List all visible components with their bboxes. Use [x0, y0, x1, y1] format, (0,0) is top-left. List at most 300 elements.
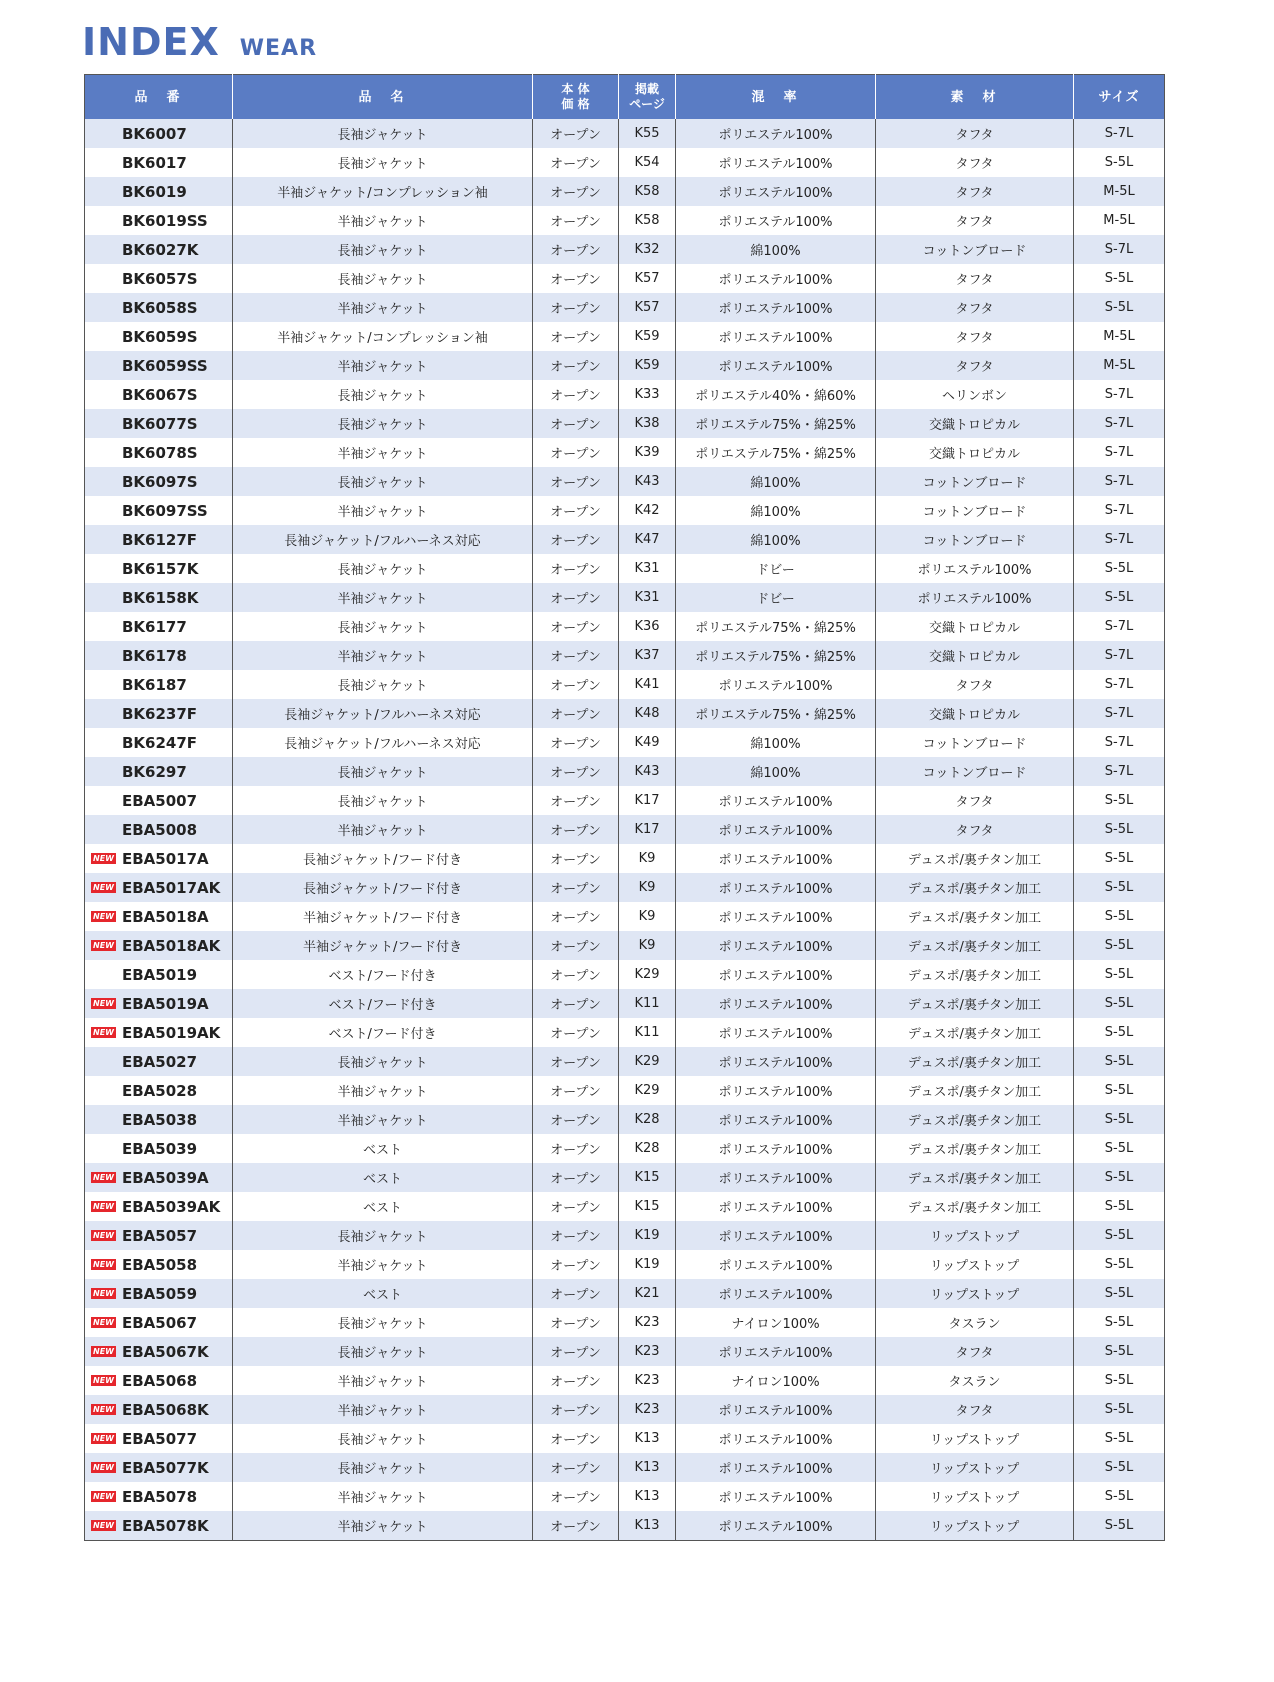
table-row	[85, 1192, 1165, 1221]
cell-price: オープン	[533, 728, 619, 757]
cell-blend: ポリエステル100%	[676, 1250, 876, 1279]
cell-page: K13	[619, 1511, 676, 1541]
table-row	[85, 786, 1165, 815]
cell-material: タフタ	[876, 206, 1074, 235]
index-table	[84, 74, 1165, 1541]
cell-page: K42	[619, 496, 676, 525]
cell-size: S-5L	[1074, 1192, 1165, 1221]
cell-price: オープン	[533, 1163, 619, 1192]
cell-code	[85, 960, 233, 989]
cell-size: S-5L	[1074, 873, 1165, 902]
cell-price: オープン	[533, 554, 619, 583]
cell-code	[85, 1279, 233, 1308]
cell-size: S-7L	[1074, 235, 1165, 264]
cell-blend: ポリエステル100%	[676, 1337, 876, 1366]
cell-blend: 綿100%	[676, 496, 876, 525]
cell-size: S-7L	[1074, 496, 1165, 525]
cell-code	[85, 902, 233, 931]
cell-price: オープン	[533, 670, 619, 699]
table-row	[85, 1482, 1165, 1511]
cell-material: デュスポ/裏チタン加工	[876, 902, 1074, 931]
cell-material: デュスポ/裏チタン加工	[876, 873, 1074, 902]
cell-code	[85, 1105, 233, 1134]
cell-material: リップストップ	[876, 1511, 1074, 1541]
cell-material: デュスポ/裏チタン加工	[876, 1047, 1074, 1076]
cell-material: リップストップ	[876, 1250, 1074, 1279]
new-badge: NEW	[93, 1492, 114, 1501]
table-row	[85, 467, 1165, 496]
cell-page: K29	[619, 1047, 676, 1076]
cell-code	[85, 1453, 233, 1482]
cell-blend: ポリエステル100%	[676, 1482, 876, 1511]
cell-size: S-7L	[1074, 641, 1165, 670]
cell-size: S-5L	[1074, 293, 1165, 322]
cell-size: M-5L	[1074, 322, 1165, 351]
table-row	[85, 235, 1165, 264]
cell-page: K11	[619, 989, 676, 1018]
product-code: EBA5018A	[122, 908, 209, 926]
table-row	[85, 1018, 1165, 1047]
cell-size: S-7L	[1074, 409, 1165, 438]
cell-size: S-7L	[1074, 380, 1165, 409]
cell-code	[85, 1076, 233, 1105]
cell-material: 交織トロピカル	[876, 409, 1074, 438]
cell-material: デュスポ/裏チタン加工	[876, 960, 1074, 989]
new-badge: NEW	[93, 1289, 114, 1298]
table-row	[85, 496, 1165, 525]
cell-code	[85, 264, 233, 293]
cell-name: 長袖ジャケット	[233, 1424, 533, 1453]
table-row	[85, 815, 1165, 844]
cell-page: K28	[619, 1105, 676, 1134]
cell-size: S-5L	[1074, 960, 1165, 989]
cell-name: 半袖ジャケット/コンプレッション袖	[233, 322, 533, 351]
cell-code	[85, 293, 233, 322]
cell-code	[85, 467, 233, 496]
cell-name: 長袖ジャケット	[233, 1047, 533, 1076]
cell-price: オープン	[533, 264, 619, 293]
new-badge: NEW	[93, 1434, 114, 1443]
new-badge: NEW	[93, 1376, 114, 1385]
cell-blend: ポリエステル100%	[676, 1424, 876, 1453]
table-row	[85, 960, 1165, 989]
new-badge: NEW	[93, 941, 114, 950]
table-row	[85, 1076, 1165, 1105]
cell-size: S-7L	[1074, 757, 1165, 786]
cell-material: タスラン	[876, 1366, 1074, 1395]
table-row	[85, 206, 1165, 235]
table-row	[85, 1163, 1165, 1192]
table-row	[85, 873, 1165, 902]
table-row	[85, 525, 1165, 554]
cell-price: オープン	[533, 322, 619, 351]
cell-name: 半袖ジャケット	[233, 293, 533, 322]
product-code: BK6067S	[122, 386, 198, 404]
header-material: 素 材	[876, 75, 1074, 120]
table-body	[85, 119, 1165, 1541]
product-code: EBA5008	[122, 821, 198, 839]
cell-name: 長袖ジャケット/フード付き	[233, 844, 533, 873]
cell-material: ヘリンボン	[876, 380, 1074, 409]
cell-price: オープン	[533, 1453, 619, 1482]
table-row	[85, 351, 1165, 380]
cell-blend: ポリエステル100%	[676, 844, 876, 873]
cell-price: オープン	[533, 525, 619, 554]
cell-page: K57	[619, 293, 676, 322]
cell-page: K13	[619, 1453, 676, 1482]
cell-size: S-7L	[1074, 699, 1165, 728]
cell-blend: ポリエステル100%	[676, 1163, 876, 1192]
cell-page: K43	[619, 467, 676, 496]
cell-name: 半袖ジャケット	[233, 1250, 533, 1279]
cell-name: 半袖ジャケット	[233, 438, 533, 467]
cell-name: 長袖ジャケット	[233, 1308, 533, 1337]
cell-name: 長袖ジャケット	[233, 119, 533, 148]
cell-size: S-5L	[1074, 583, 1165, 612]
cell-material: コットンブロード	[876, 235, 1074, 264]
product-code: BK6027K	[122, 241, 199, 259]
page-title: INDEX	[82, 20, 220, 64]
cell-code	[85, 1424, 233, 1453]
product-code: EBA5058	[122, 1256, 198, 1274]
cell-price: オープン	[533, 699, 619, 728]
cell-code	[85, 1134, 233, 1163]
cell-size: S-5L	[1074, 786, 1165, 815]
cell-material: ポリエステル100%	[876, 554, 1074, 583]
cell-size: S-7L	[1074, 438, 1165, 467]
cell-material: 交織トロピカル	[876, 438, 1074, 467]
cell-name: 長袖ジャケット	[233, 1337, 533, 1366]
cell-price: オープン	[533, 1192, 619, 1221]
table-row	[85, 699, 1165, 728]
cell-material: タフタ	[876, 815, 1074, 844]
cell-blend: ポリエステル75%・綿25%	[676, 409, 876, 438]
cell-page: K13	[619, 1424, 676, 1453]
new-badge: NEW	[93, 1347, 114, 1356]
cell-blend: ポリエステル100%	[676, 1192, 876, 1221]
cell-name: 長袖ジャケット	[233, 148, 533, 177]
cell-code	[85, 815, 233, 844]
cell-material: ポリエステル100%	[876, 583, 1074, 612]
cell-blend: ポリエステル40%・綿60%	[676, 380, 876, 409]
new-badge: NEW	[93, 883, 114, 892]
cell-material: デュスポ/裏チタン加工	[876, 1105, 1074, 1134]
cell-name: 半袖ジャケット/コンプレッション袖	[233, 177, 533, 206]
cell-page: K11	[619, 1018, 676, 1047]
cell-price: オープン	[533, 757, 619, 786]
cell-price: オープン	[533, 1221, 619, 1250]
table-row	[85, 438, 1165, 467]
table-row	[85, 1366, 1165, 1395]
product-code: EBA5078K	[122, 1517, 209, 1535]
table-row	[85, 844, 1165, 873]
cell-code	[85, 496, 233, 525]
cell-code	[85, 873, 233, 902]
cell-material: リップストップ	[876, 1424, 1074, 1453]
cell-size: S-5L	[1074, 1337, 1165, 1366]
cell-size: S-5L	[1074, 1163, 1165, 1192]
cell-code	[85, 1337, 233, 1366]
cell-name: 半袖ジャケット	[233, 206, 533, 235]
product-code: EBA5068	[122, 1372, 198, 1390]
cell-material: タスラン	[876, 1308, 1074, 1337]
cell-price: オープン	[533, 1134, 619, 1163]
product-code: EBA5018AK	[122, 937, 221, 955]
cell-price: オープン	[533, 1105, 619, 1134]
cell-name: ベスト	[233, 1163, 533, 1192]
cell-page: K29	[619, 960, 676, 989]
product-code: EBA5057	[122, 1227, 198, 1245]
product-code: BK6059SS	[122, 357, 208, 375]
cell-blend: ポリエステル100%	[676, 264, 876, 293]
cell-price: オープン	[533, 206, 619, 235]
product-code: BK6017	[122, 154, 187, 172]
cell-name: 半袖ジャケット	[233, 1511, 533, 1541]
cell-price: オープン	[533, 351, 619, 380]
cell-code	[85, 844, 233, 873]
cell-material: 交織トロピカル	[876, 612, 1074, 641]
cell-name: 半袖ジャケット	[233, 641, 533, 670]
cell-price: オープン	[533, 1366, 619, 1395]
cell-material: タフタ	[876, 351, 1074, 380]
cell-price: オープン	[533, 931, 619, 960]
cell-size: S-7L	[1074, 728, 1165, 757]
table-row	[85, 1511, 1165, 1541]
cell-code	[85, 757, 233, 786]
table-row	[85, 264, 1165, 293]
cell-size: S-5L	[1074, 1134, 1165, 1163]
cell-material: タフタ	[876, 177, 1074, 206]
cell-name: 長袖ジャケット	[233, 757, 533, 786]
cell-blend: 綿100%	[676, 728, 876, 757]
cell-name: 長袖ジャケット	[233, 786, 533, 815]
cell-blend: ポリエステル100%	[676, 1134, 876, 1163]
cell-size: S-5L	[1074, 1221, 1165, 1250]
cell-blend: ポリエステル100%	[676, 1453, 876, 1482]
cell-code	[85, 1221, 233, 1250]
cell-page: K47	[619, 525, 676, 554]
cell-blend: ポリエステル100%	[676, 1221, 876, 1250]
cell-size: S-5L	[1074, 902, 1165, 931]
cell-price: オープン	[533, 380, 619, 409]
cell-price: オープン	[533, 1279, 619, 1308]
cell-size: S-5L	[1074, 1018, 1165, 1047]
cell-blend: ポリエステル100%	[676, 902, 876, 931]
product-code: BK6237F	[122, 705, 198, 723]
table-header-row	[85, 75, 1165, 120]
cell-name: 長袖ジャケット/フルハーネス対応	[233, 728, 533, 757]
cell-name: 半袖ジャケット	[233, 496, 533, 525]
cell-name: ベスト	[233, 1279, 533, 1308]
cell-code	[85, 525, 233, 554]
cell-name: 半袖ジャケット	[233, 1105, 533, 1134]
cell-material: リップストップ	[876, 1453, 1074, 1482]
cell-material: タフタ	[876, 293, 1074, 322]
cell-price: オープン	[533, 844, 619, 873]
cell-blend: ナイロン100%	[676, 1308, 876, 1337]
cell-price: オープン	[533, 902, 619, 931]
product-code: EBA5039A	[122, 1169, 209, 1187]
cell-code	[85, 148, 233, 177]
cell-code	[85, 351, 233, 380]
cell-name: 長袖ジャケット/フルハーネス対応	[233, 699, 533, 728]
cell-code	[85, 931, 233, 960]
cell-page: K58	[619, 206, 676, 235]
cell-page: K23	[619, 1366, 676, 1395]
cell-size: S-5L	[1074, 1453, 1165, 1482]
cell-blend: ポリエステル100%	[676, 1395, 876, 1424]
cell-name: 半袖ジャケット	[233, 1366, 533, 1395]
table-row	[85, 554, 1165, 583]
table-row	[85, 1047, 1165, 1076]
table-row	[85, 293, 1165, 322]
product-code: EBA5028	[122, 1082, 198, 1100]
cell-material: コットンブロード	[876, 728, 1074, 757]
cell-blend: 綿100%	[676, 235, 876, 264]
cell-code	[85, 641, 233, 670]
new-badge: NEW	[93, 1202, 114, 1211]
cell-code	[85, 1018, 233, 1047]
cell-price: オープン	[533, 467, 619, 496]
table-row	[85, 148, 1165, 177]
cell-page: K9	[619, 844, 676, 873]
table-row	[85, 989, 1165, 1018]
cell-page: K48	[619, 699, 676, 728]
cell-material: デュスポ/裏チタン加工	[876, 844, 1074, 873]
cell-size: S-5L	[1074, 554, 1165, 583]
product-code: BK6157K	[122, 560, 199, 578]
cell-blend: ナイロン100%	[676, 1366, 876, 1395]
cell-material: 交織トロピカル	[876, 641, 1074, 670]
cell-name: 長袖ジャケット/フード付き	[233, 873, 533, 902]
new-badge: NEW	[93, 1405, 114, 1414]
cell-blend: ポリエステル100%	[676, 148, 876, 177]
header-price: 本 体 価 格	[533, 75, 619, 120]
table-row	[85, 409, 1165, 438]
cell-name: 半袖ジャケット	[233, 1482, 533, 1511]
cell-blend: ポリエステル100%	[676, 931, 876, 960]
cell-page: K36	[619, 612, 676, 641]
cell-size: S-7L	[1074, 670, 1165, 699]
header-name: 品 名	[233, 75, 533, 120]
cell-page: K28	[619, 1134, 676, 1163]
table-row	[85, 902, 1165, 931]
cell-price: オープン	[533, 960, 619, 989]
cell-page: K19	[619, 1221, 676, 1250]
cell-page: K15	[619, 1192, 676, 1221]
cell-page: K23	[619, 1337, 676, 1366]
product-code: BK6097SS	[122, 502, 208, 520]
product-code: EBA5067	[122, 1314, 198, 1332]
product-code: EBA5059	[122, 1285, 198, 1303]
cell-blend: ポリエステル100%	[676, 351, 876, 380]
cell-size: S-5L	[1074, 1511, 1165, 1541]
cell-material: タフタ	[876, 786, 1074, 815]
cell-material: デュスポ/裏チタン加工	[876, 931, 1074, 960]
cell-page: K19	[619, 1250, 676, 1279]
cell-size: S-5L	[1074, 989, 1165, 1018]
cell-page: K58	[619, 177, 676, 206]
cell-blend: ポリエステル100%	[676, 293, 876, 322]
cell-blend: ポリエステル100%	[676, 670, 876, 699]
cell-size: M-5L	[1074, 351, 1165, 380]
cell-material: デュスポ/裏チタン加工	[876, 1163, 1074, 1192]
cell-price: オープン	[533, 583, 619, 612]
header-size: サイズ	[1074, 75, 1165, 120]
cell-code	[85, 670, 233, 699]
cell-blend: ポリエステル75%・綿25%	[676, 612, 876, 641]
cell-size: S-5L	[1074, 1366, 1165, 1395]
table-row	[85, 612, 1165, 641]
cell-blend: ドビー	[676, 583, 876, 612]
cell-page: K23	[619, 1308, 676, 1337]
cell-name: 半袖ジャケット	[233, 1395, 533, 1424]
cell-blend: ポリエステル100%	[676, 786, 876, 815]
cell-page: K32	[619, 235, 676, 264]
product-code: BK6058S	[122, 299, 198, 317]
product-code: BK6187	[122, 676, 187, 694]
new-badge: NEW	[93, 1463, 114, 1472]
cell-code	[85, 786, 233, 815]
cell-size: S-5L	[1074, 1250, 1165, 1279]
cell-size: S-5L	[1074, 148, 1165, 177]
cell-size: M-5L	[1074, 177, 1165, 206]
cell-blend: 綿100%	[676, 525, 876, 554]
cell-blend: ポリエステル100%	[676, 1511, 876, 1541]
cell-size: M-5L	[1074, 206, 1165, 235]
cell-material: コットンブロード	[876, 757, 1074, 786]
table-row	[85, 380, 1165, 409]
cell-name: 半袖ジャケット/フード付き	[233, 931, 533, 960]
product-code: EBA5077	[122, 1430, 198, 1448]
cell-code	[85, 1308, 233, 1337]
cell-size: S-5L	[1074, 1047, 1165, 1076]
cell-page: K39	[619, 438, 676, 467]
table-row	[85, 1279, 1165, 1308]
cell-code	[85, 1163, 233, 1192]
cell-page: K21	[619, 1279, 676, 1308]
cell-code	[85, 989, 233, 1018]
cell-code	[85, 119, 233, 148]
cell-code	[85, 380, 233, 409]
cell-size: S-5L	[1074, 844, 1165, 873]
header-code: 品 番	[85, 75, 233, 120]
cell-size: S-5L	[1074, 1076, 1165, 1105]
cell-material: タフタ	[876, 119, 1074, 148]
table-row	[85, 119, 1165, 148]
cell-material: 交織トロピカル	[876, 699, 1074, 728]
product-code: BK6057S	[122, 270, 198, 288]
cell-material: コットンブロード	[876, 525, 1074, 554]
cell-price: オープン	[533, 293, 619, 322]
table-row	[85, 1221, 1165, 1250]
cell-material: コットンブロード	[876, 496, 1074, 525]
table-row	[85, 757, 1165, 786]
cell-price: オープン	[533, 1076, 619, 1105]
cell-page: K57	[619, 264, 676, 293]
cell-name: 長袖ジャケット	[233, 409, 533, 438]
cell-size: S-5L	[1074, 1279, 1165, 1308]
cell-blend: ドビー	[676, 554, 876, 583]
cell-blend: ポリエステル100%	[676, 322, 876, 351]
cell-material: リップストップ	[876, 1221, 1074, 1250]
cell-price: オープン	[533, 1047, 619, 1076]
cell-page: K29	[619, 1076, 676, 1105]
cell-material: タフタ	[876, 670, 1074, 699]
new-badge: NEW	[93, 912, 114, 921]
cell-blend: ポリエステル100%	[676, 1047, 876, 1076]
cell-name: 半袖ジャケット/フード付き	[233, 902, 533, 931]
